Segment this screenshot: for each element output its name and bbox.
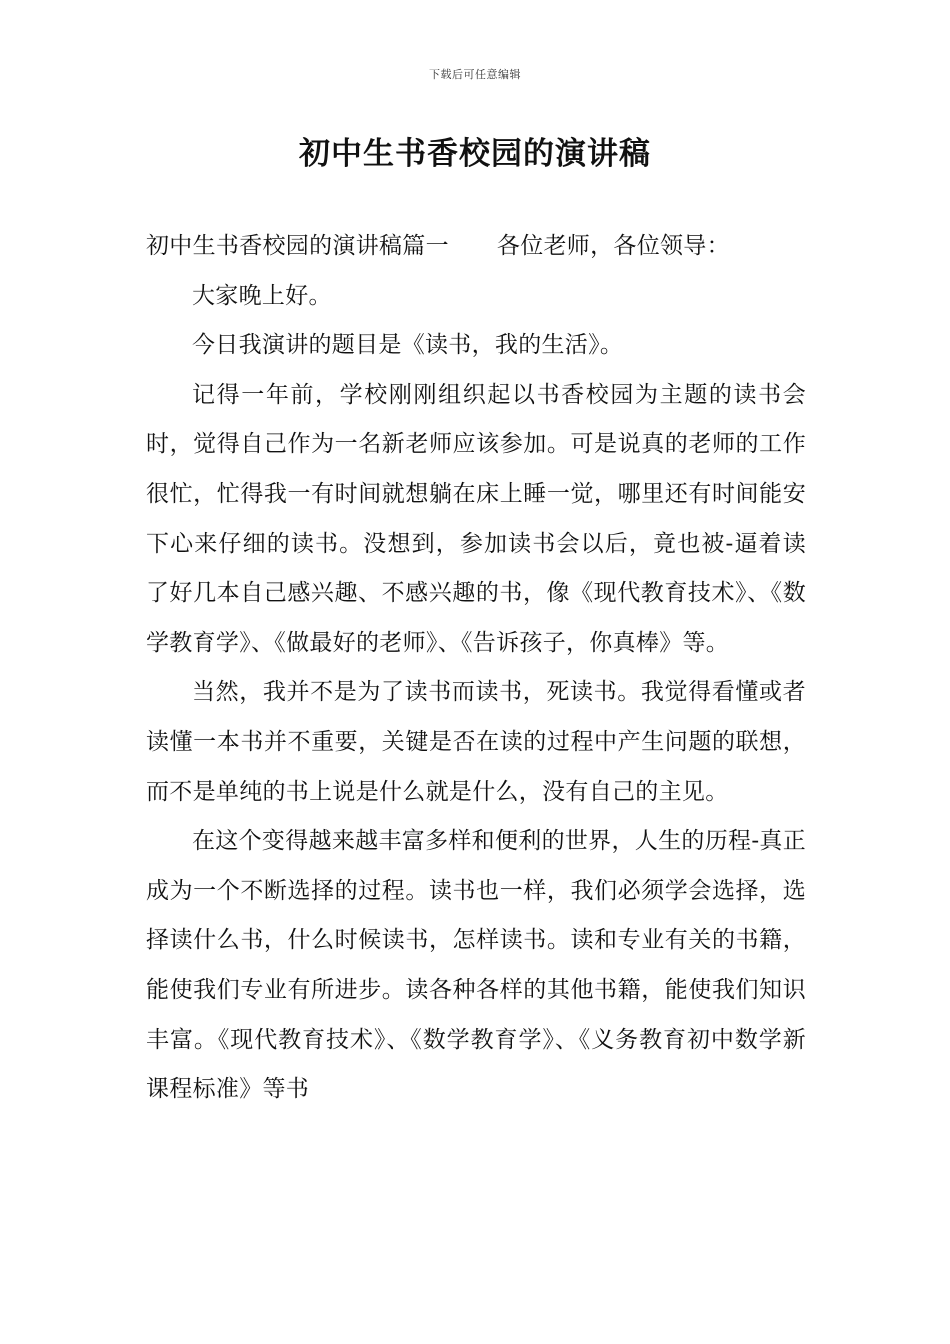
paragraph: 大家晚上好。 <box>192 282 332 309</box>
section-heading: 初中生书香校园的演讲稿篇一 <box>146 233 449 259</box>
header-note: 下载后可任意编辑 <box>429 68 521 81</box>
paragraph: 当然，我并不是为了读书而读书，死读书。我觉得看懂或者读懂一本书并不重要，关键是否在读的过程中产生问题的联想，而不是单纯的书上说是什么就是什么，没有自己的主见。 <box>146 679 806 805</box>
paragraph: 今日我演讲的题目是《读书，我的生活》。 <box>192 332 624 359</box>
document-body <box>146 222 806 1115</box>
paragraph: 记得一年前，学校刚刚组织起以书香校园为主题的读书会时，觉得自己作为一名新老师应该参加。可是说真的老师的工作很忙，忙得我一有时间就想躺在床上睡一觉，哪里还有时间能安下心来仔细的读书。没想到，参加读书会以后，竟也被-逼着读了好几本自己感兴趣、不感兴趣的书，像《现代教育技术》、《数学教育学》、《做最好的老师》、《告诉孩子，你真棒》等。 <box>146 381 806 656</box>
document-title: 初中生书香校园的演讲稿 <box>299 136 651 172</box>
opening-line <box>146 222 806 272</box>
salutation: 各位老师，各位领导： <box>496 233 730 259</box>
paragraph: 在这个变得越来越丰富多样和便利的世界，人生的历程-真正成为一个不断选择的过程。读书也一样，我们必须学会选择，选择读什么书，什么时候读书，怎样读书。读和专业有关的书籍，能使我们专业有所进步。读各种各样的其他书籍，能使我们知识丰富。《现代教育技术》、《数学教育学》、《义务教育初中数学新课程标准》等书 <box>146 828 806 1103</box>
